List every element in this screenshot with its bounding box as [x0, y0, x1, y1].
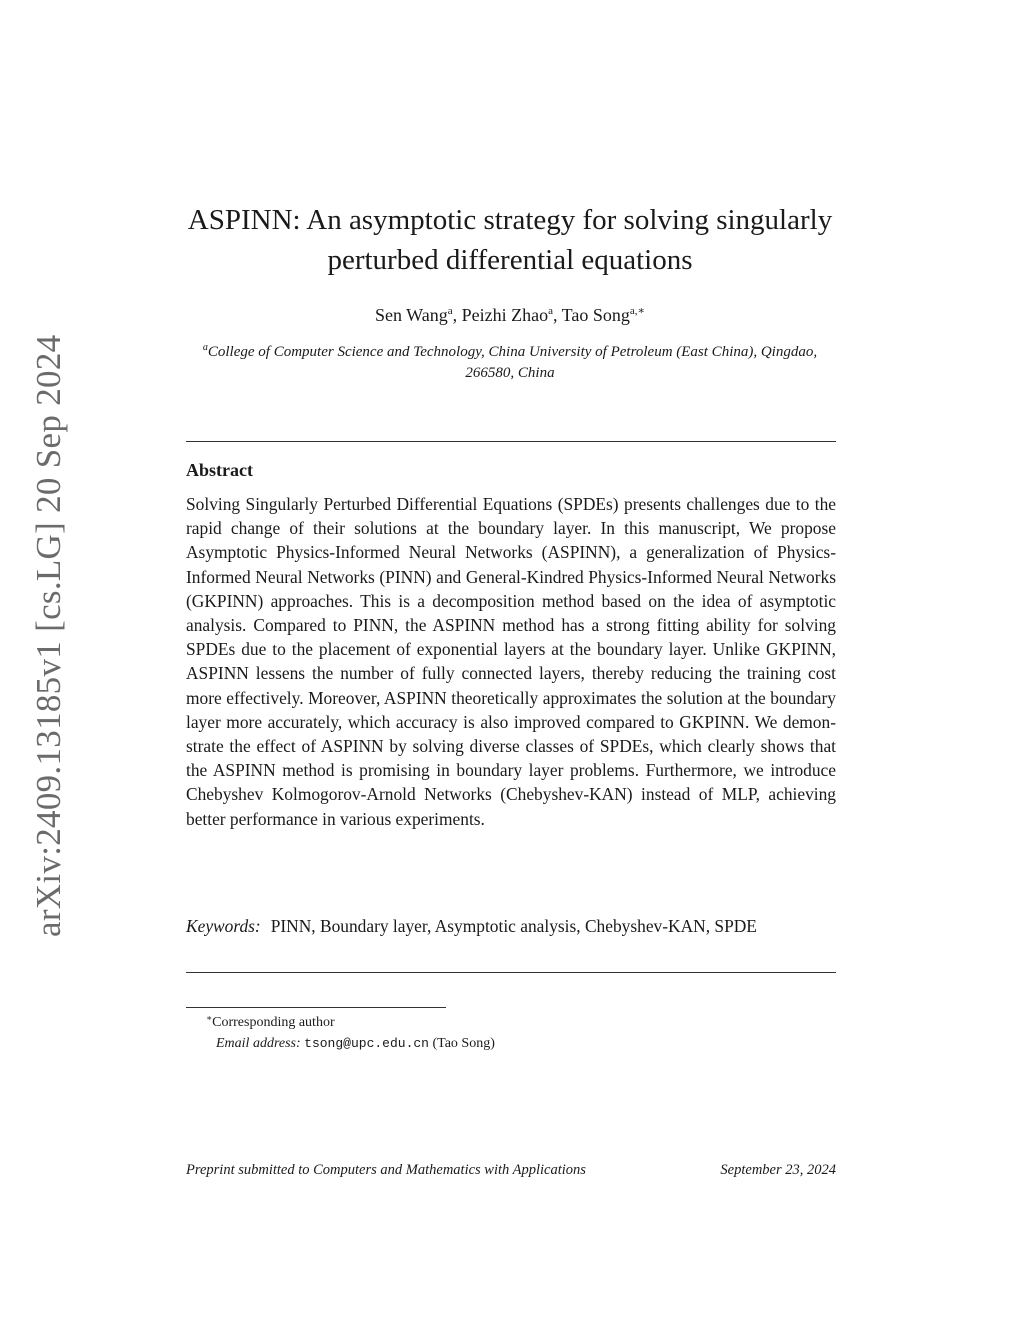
corresponding-author-label: Corresponding author [212, 1015, 335, 1030]
author-affiliation-mark: a [447, 305, 453, 317]
email-owner: (Tao Song) [432, 1036, 495, 1051]
author-name: Peizhi Zhao [461, 305, 549, 325]
author-affiliation [190, 342, 830, 384]
author-name: Sen Wang [374, 305, 448, 325]
keywords [186, 914, 836, 938]
author-separator: , [552, 305, 562, 325]
arxiv-identifier-stamp: arXiv:2409.13185v1 [cs.LG] 20 Sep 2024 [29, 334, 68, 937]
paper-title-line-1: ASPINN: An asymptotic strategy for solving singularly [187, 204, 833, 236]
keywords-label: Keywords: [186, 916, 261, 936]
corresponding-author-note [206, 1012, 495, 1033]
email-label: Email address: [216, 1036, 301, 1051]
abstract-top-rule [186, 441, 836, 442]
preprint-footer [186, 1160, 836, 1180]
email-note [206, 1033, 495, 1054]
footnote [206, 1012, 495, 1054]
abstract-body: Solving Singularly Perturbed Differential Equations (SPDEs) presents challenges due to the rapid change of their solutions at the boundary layer. In this manuscript, We propose Asymptotic Physics-Informed Neural Networks (ASPINN), a generalization of Physics-Informed Neural Networks (PINN) and General-Kindred Physics-Informed Neural Networks (GKPINN) approaches. This is a decomposition method based on the idea of asymptotic analysis. Compared to PINN, the ASPINN method has a strong fitting ability for solving SPDEs due to the placement of exponential layers at the boundary layer. Unlike GKPINN, ASPINN lessens the number of fully connected layers, thereby reducing the training cost more effectively. Moreover, ASPINN theoretically approximates the solution at the boundary layer more accurately, which accuracy is also improved compared to GKPINN. We demonstrate the effect of ASPINN by solving diverse classes of SPDEs, which clearly shows that the ASPINN method is promising in boundary layer problems. Furthermore, we introduce Chebyshev Kolmogorov-Arnold Networks (Chebyshev-KAN) instead of MLP, achieving better performance in various experiments. [186, 494, 836, 829]
affiliation-text: College of Computer Science and Technology, China University of Petroleum (East China), Qingdao, 266580, China [207, 344, 818, 381]
affiliation-mark: a [202, 342, 208, 353]
author-list [150, 302, 870, 328]
author-separator: , [452, 305, 462, 325]
email-link[interactable]: tsong@upc.edu.cn [304, 1036, 429, 1051]
footnote-rule [186, 1007, 446, 1008]
author-affiliation-mark: a [548, 305, 553, 317]
author-name: Tao Song [561, 305, 630, 325]
preprint-journal: Preprint submitted to Computers and Mathematics with Applications [186, 1162, 586, 1178]
abstract-heading: Abstract [186, 460, 253, 480]
keywords-text: PINN, Boundary layer, Asymptotic analysis, Chebyshev-KAN, SPDE [270, 916, 757, 936]
preprint-date: September 23, 2024 [720, 1162, 836, 1178]
author-affiliation-mark: a,∗ [629, 305, 646, 317]
paper-title-line-2: perturbed differential equations [327, 244, 693, 276]
footnote-mark: ∗ [206, 1013, 213, 1023]
paper-title [150, 200, 870, 280]
abstract-bottom-rule [186, 972, 836, 973]
